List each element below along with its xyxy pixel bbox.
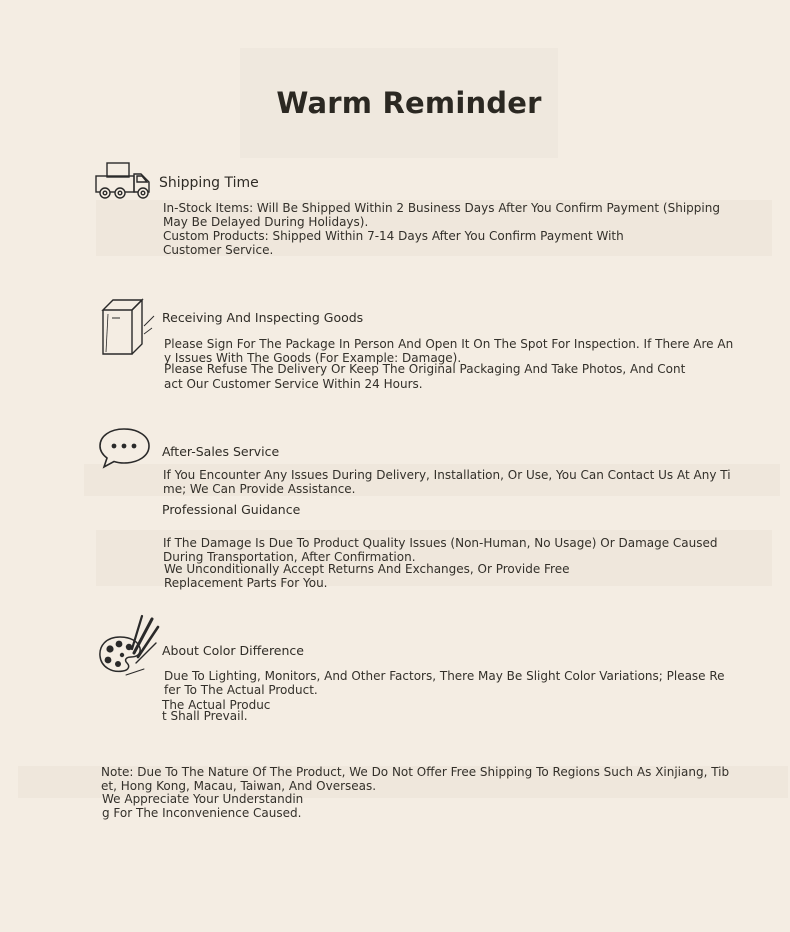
chat-bubble-icon (98, 426, 154, 470)
after-sales-line-1: If You Encounter Any Issues During Delivery, Installation, Or Use, You Can Contact Us At Any Ti (163, 468, 731, 482)
receiving-line-1: Please Sign For The Package In Person And Open It On The Spot For Inspection. If There Are An (164, 337, 734, 351)
after-sales-line-2: me; We Can Provide Assistance. (163, 482, 356, 496)
note-line-4: g For The Inconvenience Caused. (102, 806, 302, 820)
shipping-line-4: Customer Service. (163, 243, 274, 257)
palette-icon (96, 613, 162, 677)
color-line-1: Due To Lighting, Monitors, And Other Factors, There May Be Slight Color Variations; Please Re (164, 669, 725, 683)
guidance-line-1: If The Damage Is Due To Product Quality Issues (Non-Human, No Usage) Or Damage Caused (163, 536, 718, 550)
color-line-3: The Actual Produc (162, 698, 271, 712)
note-line-2: et, Hong Kong, Macau, Taiwan, And Overseas. (101, 779, 377, 793)
truck-icon (93, 160, 157, 202)
note-line-3: We Appreciate Your Understandin (102, 792, 304, 806)
shipping-line-1: In-Stock Items: Will Be Shipped Within 2 Business Days After You Confirm Payment (Shipping (163, 201, 720, 215)
guidance-heading: Professional Guidance (162, 502, 301, 517)
color-heading: About Color Difference (162, 643, 304, 658)
note-line-1: Note: Due To The Nature Of The Product, We Do Not Offer Free Shipping To Regions Such As Xinjiang, Tib (101, 765, 730, 779)
color-line-4: t Shall Prevail. (162, 709, 248, 723)
receiving-line-3: Please Refuse The Delivery Or Keep The Original Packaging And Take Photos, And Cont (164, 362, 686, 376)
box-icon (98, 296, 158, 362)
guidance-line-2: During Transportation, After Confirmation. (163, 550, 416, 564)
page-title: Warm Reminder (276, 86, 542, 120)
guidance-line-3: We Unconditionally Accept Returns And Exchanges, Or Provide Free (164, 562, 570, 576)
shipping-line-3: Custom Products: Shipped Within 7-14 Days After You Confirm Payment With (163, 229, 624, 243)
after-sales-heading: After-Sales Service (162, 444, 280, 459)
shipping-heading: Shipping Time (159, 175, 259, 191)
receiving-line-4: act Our Customer Service Within 24 Hours. (164, 377, 423, 391)
receiving-heading: Receiving And Inspecting Goods (162, 310, 364, 325)
color-line-2: fer To The Actual Product. (164, 683, 318, 697)
guidance-line-4: Replacement Parts For You. (164, 576, 328, 590)
shipping-line-2: May Be Delayed During Holidays). (163, 215, 369, 229)
receiving-line-2: y Issues With The Goods (For Example: Damage). (164, 351, 462, 365)
